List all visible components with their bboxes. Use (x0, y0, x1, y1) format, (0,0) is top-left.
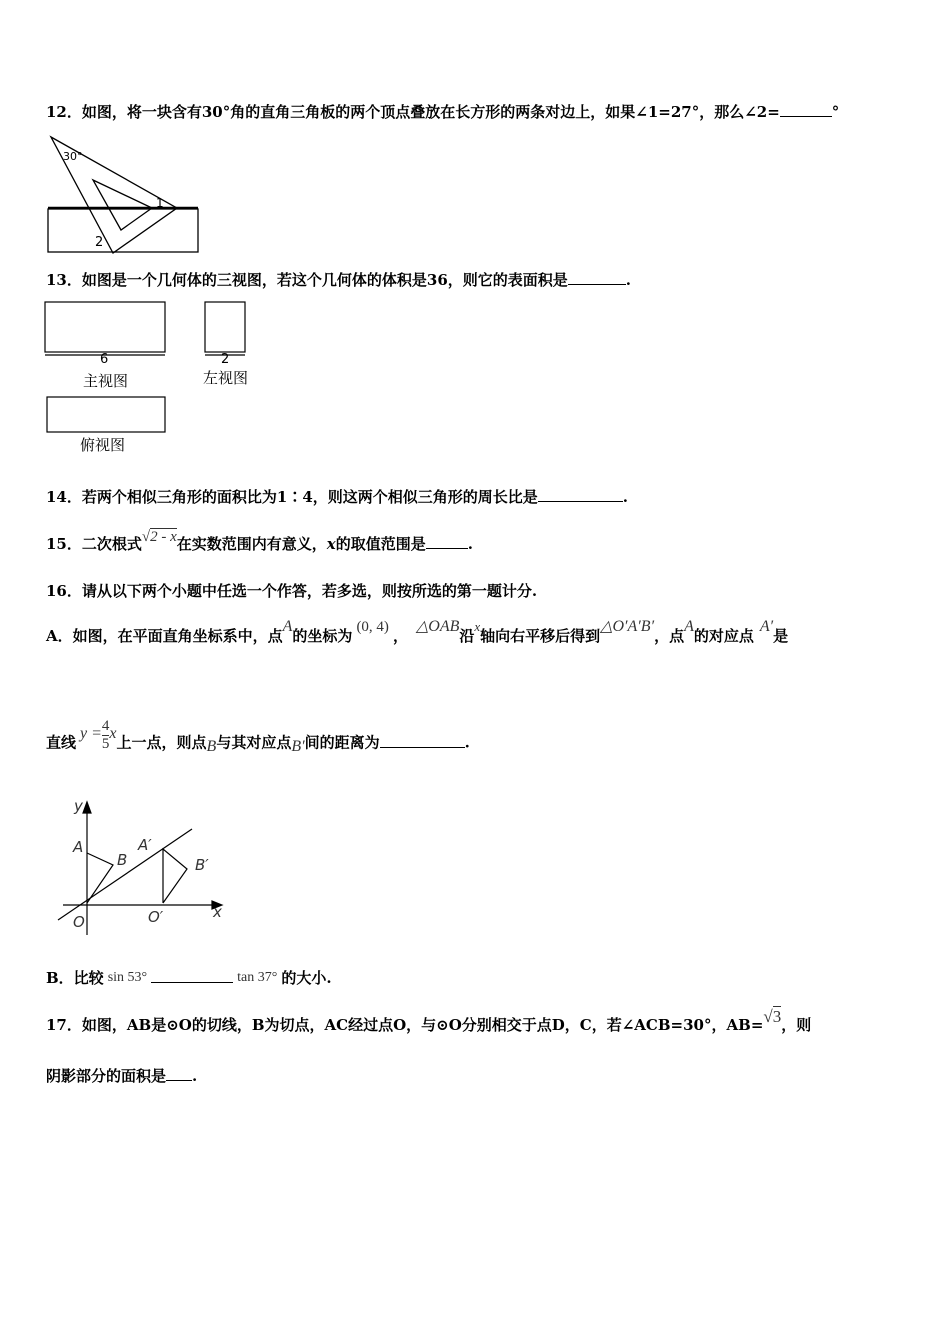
question-14 (46, 487, 628, 507)
fig-A-prime-label: A′ (138, 836, 152, 854)
answer-blank (380, 733, 465, 748)
fig-y-label: y (74, 797, 83, 815)
math-tri2: △O′A′B′ (600, 618, 655, 635)
text: ，点 (654, 627, 685, 645)
answer-blank (568, 270, 626, 285)
fig-x-label: x (213, 903, 222, 921)
triangle-inner (93, 180, 152, 230)
angle-1-label: 1 (156, 196, 164, 210)
text: 的对应点 (693, 627, 754, 645)
math-x: x (109, 724, 117, 742)
front-view-label: 主视图 (83, 372, 129, 390)
q16-B (46, 968, 332, 990)
text: 与其对应点 (216, 733, 292, 752)
fig-B-prime-label: B′ (195, 856, 209, 874)
numerator: 4 (101, 718, 110, 734)
math-coord: (0, 4) (356, 619, 389, 635)
triangle-OAB (87, 853, 113, 903)
text: ， (392, 627, 408, 645)
text: 的大小. (281, 969, 332, 987)
answer-blank (538, 487, 623, 502)
q15-pre: 15．二次根式 (46, 535, 142, 553)
text: 17．如图，AB是⊙O的切线，B为切点，AC经过点O，与⊙O分别相交于点D，C，若∠ACB=30°，AB= (46, 1016, 764, 1034)
front-dim-label: 6 (100, 352, 109, 367)
math-x: x (474, 619, 481, 634)
fig-B-label: B (117, 851, 128, 869)
front-view-rect (45, 302, 165, 352)
text: 是 (773, 627, 789, 645)
q15-tail: . (467, 535, 473, 553)
q15-post: 的取值范围是 (335, 535, 426, 553)
text: 沿 (459, 627, 475, 645)
fig-O-label: O (73, 913, 85, 931)
math-tan: tan 37° (237, 970, 278, 985)
q14-text: 14．若两个相似三角形的面积比为1∶4，则这两个相似三角形的周长比是 (46, 488, 538, 506)
text: 间的距离为 (304, 733, 380, 752)
question-17 (46, 1007, 812, 1035)
question-15 (46, 529, 473, 555)
q14-tail: . (622, 488, 628, 506)
math-y: y = (80, 724, 102, 742)
text: ，则 (781, 1016, 812, 1034)
math-B: B (206, 737, 217, 755)
math-A: A (282, 618, 293, 635)
math-tri: △OAB (415, 618, 460, 635)
radicand: 2 - x (150, 529, 177, 545)
fig-A-label: A (73, 838, 84, 856)
text: 的坐标为 (292, 627, 353, 645)
q13-text: 13．如图是一个几何体的三视图，若这个几何体的体积是36，则它的表面积是 (46, 271, 568, 289)
question-13 (46, 270, 631, 290)
math-sin: sin 53° (107, 970, 148, 985)
answer-blank (166, 1066, 192, 1081)
q12-text: 12．如图，将一块含有30°角的直角三角板的两个顶点叠放在长方形的两条对边上，如果∠1=27°，那么∠2= (46, 103, 780, 121)
text: A．如图，在平面直角坐标系中，点 (46, 627, 283, 645)
angle-30-label: 30° (63, 150, 83, 163)
denominator: 5 (101, 736, 110, 752)
triangle-OAB-prime (163, 849, 187, 903)
left-view-rect (205, 302, 245, 352)
answer-blank (151, 968, 233, 983)
y-arrow-icon (83, 802, 91, 813)
text: . (464, 733, 470, 752)
answer-blank (426, 534, 468, 549)
sqrt-expression: √2 - x (141, 529, 177, 545)
text: 直线 (46, 733, 77, 752)
left-dim-label: 2 (221, 352, 230, 367)
text: 轴向右平移后得到 (480, 627, 601, 645)
angle-2-label: 2 (95, 235, 104, 250)
math-A: A (684, 618, 694, 635)
math-A-prime: A′ (759, 618, 774, 635)
q13-tail: . (625, 271, 631, 289)
text: 阴影部分的面积是 (46, 1067, 167, 1085)
q16-A-line2 (46, 718, 470, 761)
text: . (192, 1067, 198, 1085)
text: B．比较 (46, 969, 104, 987)
left-view-label: 左视图 (203, 369, 249, 387)
q12-tail: ° (831, 103, 840, 121)
sqrt-3: √3 (763, 1007, 782, 1026)
radicand: 3 (772, 1007, 782, 1026)
top-view-rect (47, 397, 165, 432)
question-17-line2 (46, 1066, 197, 1086)
fig-O-prime-label: O′ (148, 908, 164, 926)
q16-A-line1 (46, 618, 789, 647)
q15-var: x (326, 535, 336, 553)
math-B-prime: B′ (291, 737, 305, 755)
text: 上一点，则点 (116, 733, 207, 752)
question-16: 16．请从以下两个小题中任选一个作答，若多选，则按所选的第一题计分. (46, 582, 538, 600)
top-view-label: 俯视图 (80, 436, 126, 454)
q15-mid: 在实数范围内有意义， (176, 535, 327, 553)
